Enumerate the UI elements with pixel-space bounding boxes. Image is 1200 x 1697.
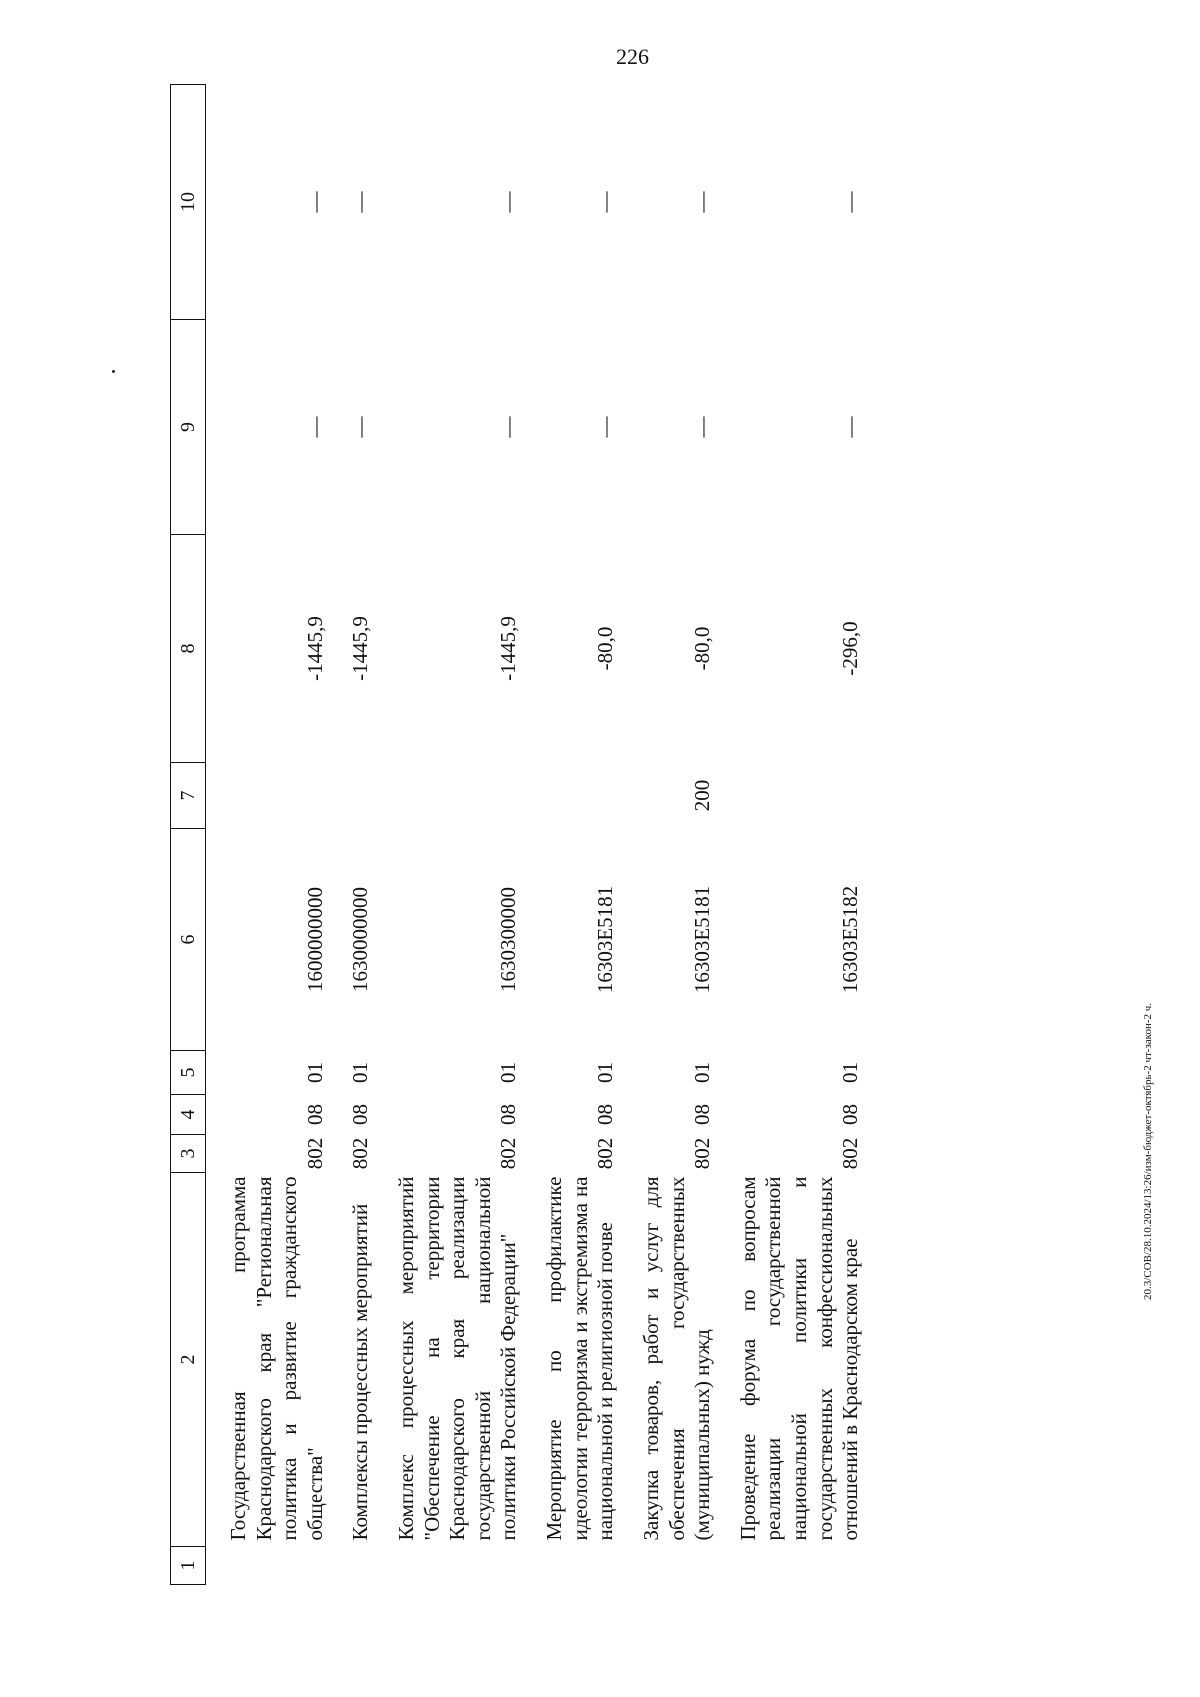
cell-c8: -1445,9 <box>496 616 521 681</box>
cell-c7 <box>328 763 374 829</box>
item-name: Проведение форума по вопросам реализации государственной национальной политики и государственных конфессиональных отношений в Краснодарском крае <box>735 1176 863 1541</box>
header-cell: 10 <box>171 85 206 320</box>
cell-c5: 01 <box>302 1062 327 1083</box>
cell-c7: 200 <box>690 779 715 812</box>
item-name: Мероприятие по профилактике идеологии терроризма и экстремизма на национальной и религиозной почве <box>542 1176 618 1541</box>
cell-c7 <box>374 763 522 829</box>
table-row <box>619 85 716 1585</box>
rotated-table-wrapper <box>170 85 1090 1585</box>
header-cell: 2 <box>171 1173 206 1547</box>
cell-c5: 01 <box>593 1062 618 1083</box>
cell-c5: 01 <box>690 1062 715 1083</box>
header-cell: 9 <box>171 320 206 535</box>
cell-c7 <box>716 763 864 829</box>
cell-c10: — <box>302 191 327 213</box>
cell-c6: 1630300000 <box>496 887 521 992</box>
header-cell: 7 <box>171 763 206 829</box>
cell-c5: 01 <box>496 1062 521 1083</box>
cell-c6: 16303E5181 <box>690 885 715 994</box>
page-number: 226 <box>616 44 649 69</box>
cell-c7 <box>206 763 329 829</box>
header-cell: 8 <box>171 535 206 763</box>
cell-c6: 1630000000 <box>348 887 373 992</box>
cell-c4: 08 <box>496 1104 521 1125</box>
cell-c10: — <box>496 191 521 213</box>
cell-c9: — <box>690 416 715 438</box>
cell-c9: — <box>302 416 327 438</box>
cell-c4: 08 <box>302 1104 327 1125</box>
header-cell: 1 <box>171 1547 206 1585</box>
cell-c10: — <box>690 191 715 213</box>
cell-c3: 802 <box>302 1137 327 1170</box>
cell-c10: — <box>593 191 618 213</box>
cell-c3: 802 <box>496 1137 521 1170</box>
item-name: Комплекс процессных мероприятий "Обеспечение на территории Краснодарского края реализации государственной национальной политики Российской Федерации" <box>394 1176 521 1541</box>
cell-c9: — <box>496 416 521 438</box>
table-row <box>522 85 619 1585</box>
cell-c5: 01 <box>838 1062 863 1083</box>
cell-c4: 08 <box>690 1104 715 1125</box>
cell-c8: -296,0 <box>838 621 863 676</box>
table-row <box>328 85 374 1585</box>
cell-c6: 16303E5182 <box>838 885 863 994</box>
table-row <box>206 85 329 1585</box>
cell-c4: 08 <box>838 1104 863 1125</box>
cell-c3: 802 <box>838 1137 863 1170</box>
cell-c9: — <box>348 416 373 438</box>
table-row <box>716 85 864 1585</box>
cell-c3: 802 <box>690 1137 715 1170</box>
scan-dot <box>112 370 115 373</box>
cell-c4: 08 <box>593 1104 618 1125</box>
cell-c7 <box>522 763 619 829</box>
cell-c9: — <box>593 416 618 438</box>
cell-c6: 16303E5181 <box>593 885 618 994</box>
cell-c10: — <box>348 191 373 213</box>
cell-c3: 802 <box>593 1137 618 1170</box>
budget-table <box>170 84 864 1585</box>
header-cell: 5 <box>171 1051 206 1095</box>
cell-c3: 802 <box>348 1137 373 1170</box>
footer-code: 20.3/СОВ/28.10.2024/13:26/изм-бюджет-октябрь-2 чт-закон-2 ч. <box>1142 1002 1154 1300</box>
header-cell: 6 <box>171 829 206 1051</box>
header-cell: 4 <box>171 1095 206 1135</box>
cell-c6: 1600000000 <box>302 887 327 992</box>
cell-c10: — <box>838 191 863 213</box>
cell-c5: 01 <box>348 1062 373 1083</box>
cell-c8: -1445,9 <box>302 616 327 681</box>
cell-c8: -80,0 <box>593 626 618 671</box>
cell-c9: — <box>838 416 863 438</box>
header-cell: 3 <box>171 1135 206 1173</box>
item-name: Государственная программа Краснодарского края "Региональная политика и развитие гражданского общества" <box>226 1176 327 1541</box>
cell-c8: -1445,9 <box>348 616 373 681</box>
cell-c8: -80,0 <box>690 626 715 671</box>
cell-c4: 08 <box>348 1104 373 1125</box>
header-row <box>171 85 206 1585</box>
item-name: Комплексы процессных мероприятий <box>348 1203 373 1541</box>
item-name: Закупка товаров, работ и услуг для обеспечения государственных (муниципальных) нужд <box>638 1176 715 1541</box>
table-row <box>374 85 522 1585</box>
